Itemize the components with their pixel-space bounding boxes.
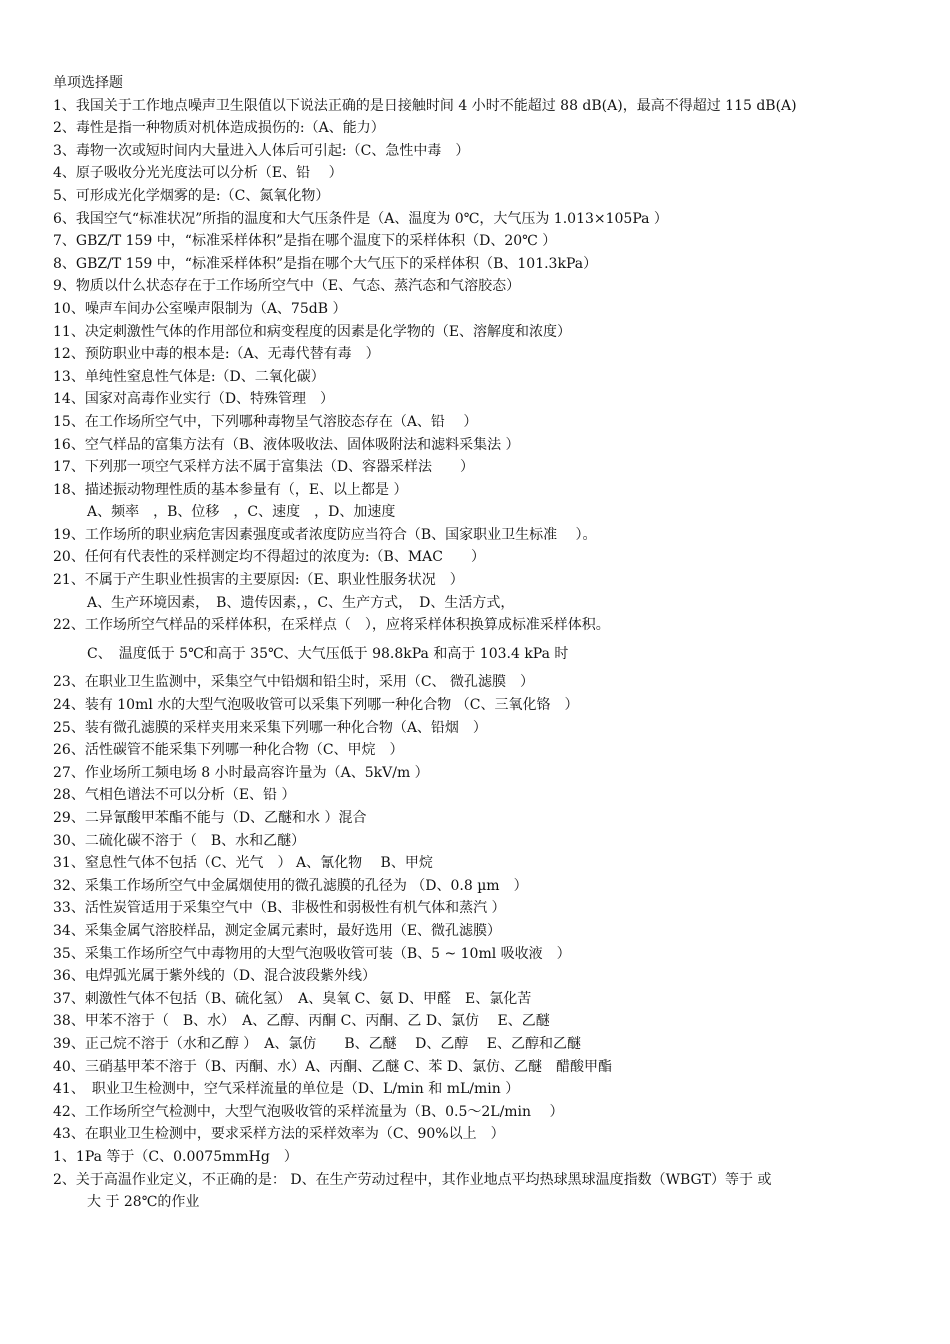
question-line: 7、GBZ/T 159 中，“标准采样体积”是指在哪个温度下的采样体积（D、20℃ ） xyxy=(53,233,557,250)
question-line: 14、国家对高毒作业实行（D、特殊管理 ） xyxy=(53,391,335,408)
question-line: 6、我国空气“标准状况”所指的温度和大气压条件是（A、温度为 0℃，大气压为 1.013×105Pa ） xyxy=(53,210,668,227)
question-line: 21、不属于产生职业性损害的主要原因:（E、职业性服务状况 ） xyxy=(53,572,464,589)
question-line: 27、作业场所工频电场 8 小时最高容许量为（A、5kV/m ） xyxy=(53,764,429,781)
options-line: A、频率 ，B、位移 ，C、速度 ，D、加速度 xyxy=(87,504,396,521)
question-line: 2、毒性是指一种物质对机体造成损伤的:（A、能力） xyxy=(53,120,385,137)
question-line: 11、决定刺激性气体的作用部位和病变程度的因素是化学物的（E、溶解度和浓度） xyxy=(53,323,572,340)
document-page xyxy=(53,72,933,1214)
question-line: 36、电焊弧光属于紫外线的（D、混合波段紫外线） xyxy=(53,968,377,985)
question-line: 1、我国关于工作地点噪声卫生限值以下说法正确的是日接触时间 4 小时不能超过 88 dB(A)，最高不得超过 115 dB(A) xyxy=(53,97,797,114)
question-line: 9、物质以什么状态存在于工作场所空气中（E、气态、蒸汽态和气溶胶态） xyxy=(53,278,521,295)
question-line: 13、单纯性窒息性气体是:（D、二氧化碳） xyxy=(53,368,325,385)
section-heading: 单项选择题 xyxy=(53,75,123,91)
question-line: 17、下列那一项空气采样方法不属于富集法（D、容器采样法 ） xyxy=(53,459,475,476)
question-line: 3、毒物一次或短时间内大量进入人体后可引起:（C、急性中毒 ） xyxy=(53,142,470,159)
question-line: 18、描述振动物理性质的基本参量有（，E、以上都是 ） xyxy=(53,481,408,498)
question-line: 32、采集工作场所空气中金属烟使用的微孔滤膜的孔径为 （D、0.8 µm ） xyxy=(53,877,528,894)
question-line: 24、装有 10ml 水的大型气泡吸收管可以采集下列哪一种化合物 （C、三氧化铬 ） xyxy=(53,697,579,714)
question-line: 40、三硝基甲苯不溶于（B、丙酮、水）A、丙酮、乙醚 C、苯 D、氯仿、乙醚 醋酸甲酯 xyxy=(53,1058,613,1075)
question-line: 8、GBZ/T 159 中，“标准采样体积”是指在哪个大气压下的采样体积（B、101.3kPa） xyxy=(53,255,598,272)
question-line: 1、1Pa 等于（C、0.0075mmHg ） xyxy=(53,1148,298,1165)
options-line: A、生产环境因素， B、遗传因素，，C、生产方式， D、生活方式， xyxy=(87,594,515,611)
question-line: 41、 职业卫生检测中，空气采样流量的单位是（D、L/min 和 mL/min ） xyxy=(53,1081,520,1098)
question-line: 43、在职业卫生检测中，要求采样方法的采样效率为（C、90%以上 ） xyxy=(53,1126,505,1143)
question-line: 29、二异氰酸甲苯酯不能与（D、乙醚和水 ）混合 xyxy=(53,810,367,826)
question-line: 12、预防职业中毒的根本是:（A、无毒代替有毒 ） xyxy=(53,346,380,363)
question-line: 4、原子吸收分光光度法可以分析（E、铅 ） xyxy=(53,165,343,182)
question-line: 38、甲苯不溶于（ B、水） A、乙醇、丙酮 C、丙酮、乙 D、氯仿 E、乙醚 xyxy=(53,1013,550,1030)
question-line: 37、刺激性气体不包括（B、硫化氢） A、臭氧 C、氨 D、甲醛 E、氯化苦 xyxy=(53,990,532,1007)
question-line: 10、噪声车间办公室噪声限制为（A、75dB ） xyxy=(53,300,347,317)
question-line: 2、关于高温作业定义，不正确的是： D、在生产劳动过程中，其作业地点平均热球黑球温度指数（WBGT）等于 或 xyxy=(53,1171,772,1188)
continuation-line: 大 于 28℃的作业 xyxy=(87,1194,200,1211)
question-line: 35、采集工作场所空气中毒物用的大型气泡吸收管可装（B、5 ~ 10ml 吸收液 ） xyxy=(53,945,571,962)
question-line: 23、在职业卫生监测中，采集空气中铅烟和铅尘时，采用（C、 微孔滤膜 ） xyxy=(53,674,534,691)
question-line: 39、正己烷不溶于（水和乙醇 ） A、氯仿 B、乙醚 D、乙醇 E、乙醇和乙醚 xyxy=(53,1035,582,1052)
question-line: 42、工作场所空气检测中，大型气泡吸收管的采样流量为（B、0.5～2L/min ） xyxy=(53,1103,564,1120)
answer-line: C、 温度低于 5℃和高于 35℃、大气压低于 98.8kPa 和高于 103.4 kPa 时 xyxy=(87,645,569,662)
question-line: 28、气相色谱法不可以分析（E、铅 ） xyxy=(53,787,296,804)
question-line: 30、二硫化碳不溶于（ B、水和乙醚） xyxy=(53,832,306,849)
question-line: 16、空气样品的富集方法有（B、液体吸收法、固体吸附法和滤料采集法 ） xyxy=(53,436,520,453)
question-line: 15、在工作场所空气中，下列哪种毒物呈气溶胶态存在（A、铅 ） xyxy=(53,413,478,430)
question-line: 22、工作场所空气样品的采样体积，在采样点（ ），应将采样体积换算成标准采样体积。 xyxy=(53,617,610,634)
question-line: 25、装有微孔滤膜的采样夹用来采集下列哪一种化合物（A、铅烟 ） xyxy=(53,719,487,736)
question-line: 19、工作场所的职业病危害因素强度或者浓度防应当符合（B、国家职业卫生标准 ）。 xyxy=(53,526,597,543)
question-line: 31、窒息性气体不包括（C、光气 ） A、氰化物 B、甲烷 xyxy=(53,855,433,872)
question-line: 34、采集金属气溶胶样品，测定金属元素时，最好选用（E、微孔滤膜） xyxy=(53,922,502,939)
question-line: 20、任何有代表性的采样测定均不得超过的浓度为:（B、MAC ） xyxy=(53,549,485,566)
question-line: 33、活性炭管适用于采集空气中（B、非极性和弱极性有机气体和蒸汽 ） xyxy=(53,900,506,917)
question-line: 5、可形成光化学烟雾的是:（C、氮氧化物） xyxy=(53,187,330,204)
question-line: 26、活性碳管不能采集下列哪一种化合物（C、甲烷 ） xyxy=(53,742,404,759)
